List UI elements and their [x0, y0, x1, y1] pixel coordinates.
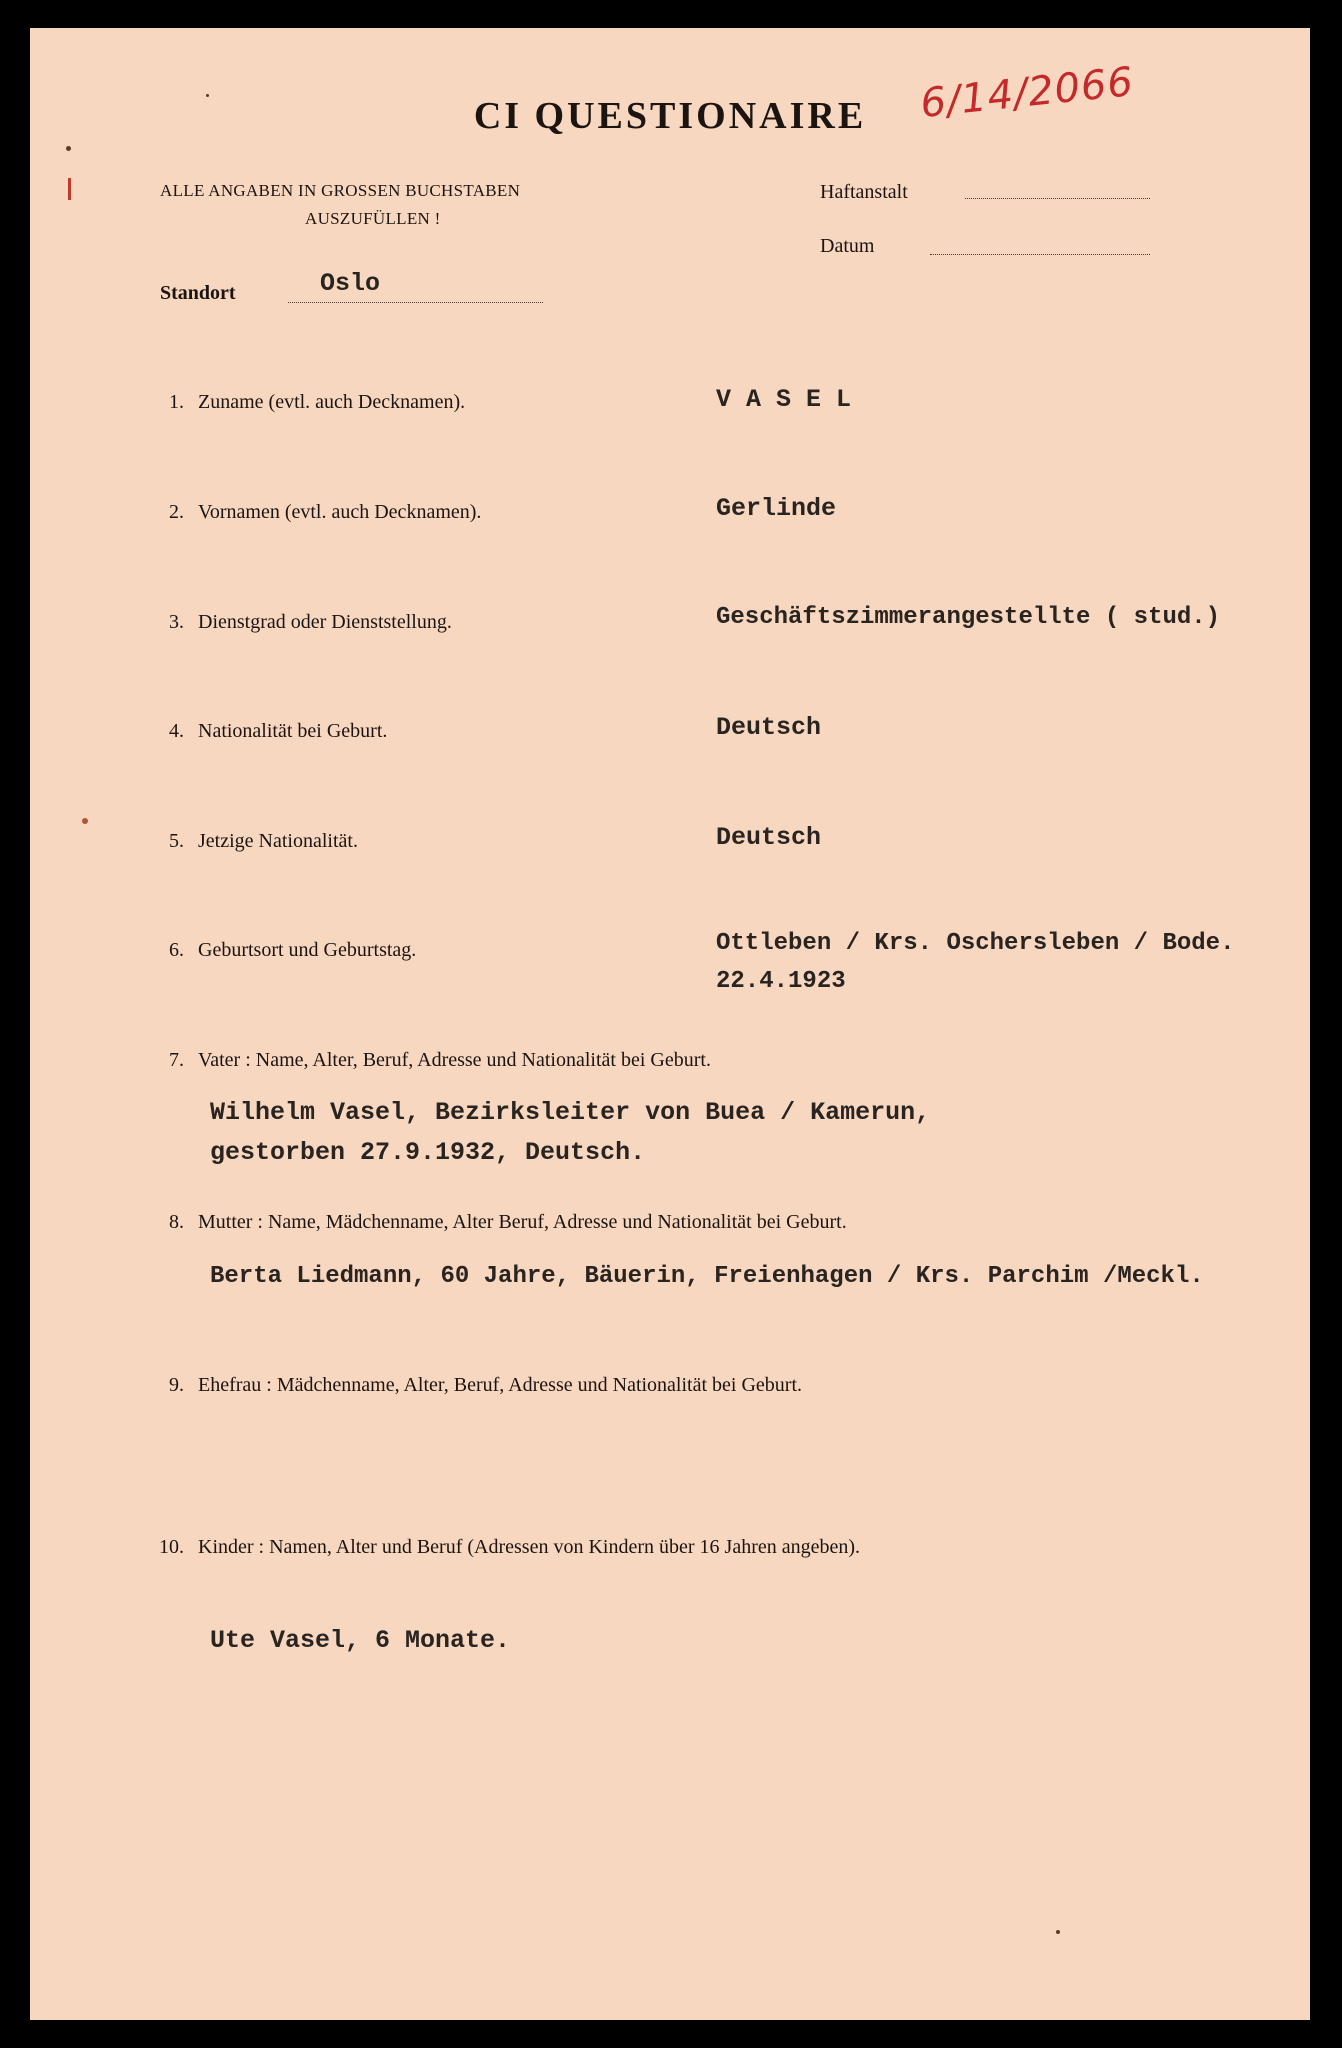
question-number: 6.: [169, 939, 184, 961]
handwritten-date-stamp: 6/14/2066: [918, 58, 1136, 128]
question-8-answer: Berta Liedmann, 60 Jahre, Bäuerin, Freienhagen / Krs. Parchim /Meckl.: [210, 1263, 1204, 1290]
question-number: 5.: [169, 830, 184, 852]
question-1-label: [150, 391, 465, 414]
datum-field-line: [930, 254, 1150, 255]
question-number: 3.: [169, 611, 184, 633]
paper-speck: [66, 146, 71, 151]
question-text: Dienstgrad oder Dienststellung.: [198, 611, 452, 633]
question-number: 4.: [169, 720, 184, 742]
standort-value: Oslo: [320, 269, 381, 298]
question-text: Nationalität bei Geburt.: [198, 720, 388, 742]
question-1-answer: V A S E L: [716, 385, 852, 414]
paper-ink-mark: [68, 178, 71, 200]
instruction-line-2: AUSZUFÜLLEN !: [305, 209, 441, 228]
question-text: Vornamen (evtl. auch Decknamen).: [198, 501, 482, 523]
question-7-answer: Wilhelm Vasel, Bezirksleiter von Buea / Kamerun, gestorben 27.9.1932, Deutsch.: [210, 1098, 931, 1167]
question-number: 7.: [169, 1049, 184, 1071]
question-2-label: [150, 501, 481, 524]
question-3-answer: Geschäftszimmerangestellte ( stud.): [716, 604, 1221, 631]
question-5-label: [150, 830, 358, 853]
question-text: Jetzige Nationalität.: [198, 830, 358, 852]
question-2-answer: Gerlinde: [716, 494, 837, 523]
question-8-label: [150, 1211, 847, 1234]
question-6-answer: Ottleben / Krs. Oschersleben / Bode. 22.4.1923: [716, 930, 1235, 996]
question-text: Vater : Name, Alter, Beruf, Adresse und Nationalität bei Geburt.: [198, 1049, 711, 1071]
instruction-line-1: ALLE ANGABEN IN GROSSEN BUCHSTABEN: [160, 181, 521, 200]
paper-speck: [1056, 1930, 1060, 1934]
question-10-label: [150, 1536, 860, 1559]
standort-field-line: [288, 302, 543, 303]
question-7-label: [150, 1049, 711, 1072]
question-number: 8.: [169, 1211, 184, 1233]
question-number: 9.: [169, 1374, 184, 1396]
question-6-label: [150, 939, 416, 962]
question-4-label: [150, 720, 387, 743]
question-10-answer: Ute Vasel, 6 Monate.: [210, 1626, 511, 1655]
question-5-answer: Deutsch: [716, 823, 822, 852]
question-4-answer: Deutsch: [716, 713, 822, 742]
question-number: 10.: [159, 1536, 184, 1558]
question-text: Zuname (evtl. auch Decknamen).: [198, 391, 466, 413]
document-title: CI QUESTIONAIRE: [473, 95, 867, 137]
question-text: Mutter : Name, Mädchenname, Alter Beruf, Adresse und Nationalität bei Geburt.: [198, 1211, 847, 1233]
question-9-label: [150, 1374, 802, 1397]
question-text: Geburtsort und Geburtstag.: [198, 939, 417, 961]
question-3-label: [150, 611, 452, 634]
question-number: 1.: [169, 391, 184, 413]
question-text: Ehefrau : Mädchenname, Alter, Beruf, Adresse und Nationalität bei Geburt.: [198, 1374, 803, 1396]
question-text: Kinder : Namen, Alter und Beruf (Adressen von Kindern über 16 Jahren angeben).: [198, 1536, 861, 1558]
haftanstalt-field-line: [965, 198, 1150, 199]
datum-label: Datum: [820, 235, 875, 257]
paper-speck: [82, 818, 88, 824]
haftanstalt-label: Haftanstalt: [820, 181, 908, 203]
questionnaire-page: [30, 28, 1310, 2020]
standort-label: Standort: [160, 282, 236, 304]
question-number: 2.: [169, 501, 184, 523]
paper-speck: [206, 94, 209, 97]
